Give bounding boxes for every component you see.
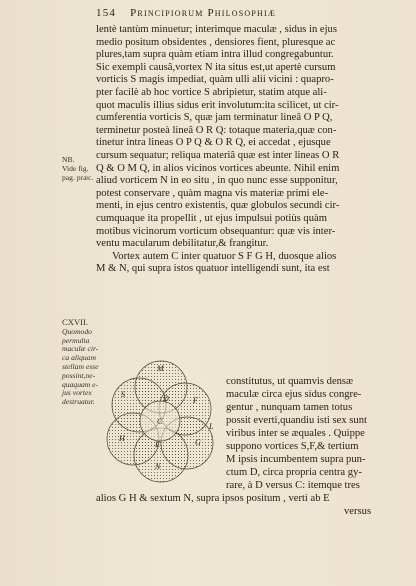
note-line: jus vortex <box>62 388 92 398</box>
figure-label: D <box>163 394 169 403</box>
main-text <box>96 24 392 276</box>
text-line: constitutus, ut quamvis densæ <box>226 376 354 387</box>
note-line: Vide fig. <box>62 163 89 173</box>
note-line: quaquam e- <box>62 379 99 389</box>
text-line: gentur , nunquam tamen totus <box>226 402 353 413</box>
text-line: plures,tam supra quàm etiam intra illud congregabuntur. <box>96 49 334 61</box>
figure-label: L <box>209 422 214 431</box>
text-line: maculæ circa ejus sidus congre- <box>226 389 362 400</box>
figure-label: H <box>119 434 125 443</box>
note-line: possint,ne- <box>62 370 96 380</box>
text-line: Q & O M Q, in alios vicinos vortices abeunte. Nihil enim <box>96 162 340 174</box>
text-line: ventu macularum debilitatur,& frangitur. <box>96 238 269 250</box>
text-line: lentè tantùm minuetur; interimque maculæ , sidus in ejus <box>96 24 337 35</box>
figure-label: S <box>121 390 125 399</box>
margin-note-nb <box>62 156 93 182</box>
note-line: NB. <box>62 155 75 164</box>
text-line: terminetur posteà lineâ O R Q: totaque materia,quæ con- <box>96 124 337 136</box>
text-line: aliud vorticem N in eo situ , in quo nunc esse supponitur, <box>96 175 338 187</box>
text-line: ctum D, circa propria centra gy- <box>226 467 362 478</box>
text-line: cumquaque ita propellit , ut ejus impulsui potiùs quàm <box>96 212 327 224</box>
section-number: CXVII. <box>62 317 89 327</box>
text-line: Vortex autem C inter quatuor S F G H, duosque alios <box>112 250 337 262</box>
text-line: cumferentia vorticis S, quæ jam terminatur lineâ O P Q, <box>96 112 333 124</box>
text-line: viribus inter se æquales . Quippe <box>226 428 365 439</box>
note-line: permulta <box>62 335 90 345</box>
vortex-figure <box>93 357 223 487</box>
note-line: ca aliquam <box>62 353 96 363</box>
figure-label: C <box>157 417 163 426</box>
note-line: pag. præc. <box>62 172 94 182</box>
text-line: alios G H & sextum N, supra ipsos positum , verti ab E <box>96 493 330 504</box>
text-line: quot maculis illius sidus erit involutum:ita scilicet, ut cir- <box>96 99 339 111</box>
running-title: Principiorum Philosophiæ <box>130 7 277 19</box>
text-line: rare, à D versus C: itemque tres <box>226 480 360 491</box>
text-line: motibus vicinorum vorticum obsequantur: quæ vis inter- <box>96 225 336 237</box>
text-line: potest conservare , quàm magna vis materiæ primi ele- <box>96 187 329 199</box>
note-line: stellam esse <box>62 361 99 371</box>
text-line: vorticis S magis impediat, quàm ulli alii vicini : quapro- <box>96 74 334 86</box>
margin-note-cxvii <box>62 317 99 407</box>
text-line: M ipsis incumbentem supra pun- <box>226 454 366 465</box>
text-line: M & N, qui supra istos quatuor intelligendi sunt, ita est <box>96 263 330 275</box>
vortex-diagram <box>93 357 223 487</box>
text-line: tinetur intra lineas O P Q & O R Q, ei accedat , ejusque <box>96 137 331 149</box>
page-header <box>96 7 396 19</box>
note-line: maculæ cir- <box>62 344 99 354</box>
figure-label: F <box>193 396 198 405</box>
text-line: Sic exempli causâ,vortex N ita situs est,ut apertè cursum <box>96 61 336 73</box>
figure-label: G <box>195 438 201 447</box>
note-line: destruatur. <box>62 397 95 407</box>
text-line: suppono vortices S,F,& tertium <box>226 441 359 452</box>
text-line: possit everti,quandiu isti sex sunt <box>226 415 367 426</box>
figure-label: N <box>155 462 161 471</box>
text-line: menti, in ejus centro existentis, quæ globulos secundi cir- <box>96 200 340 212</box>
note-line: Quomodo <box>62 326 92 336</box>
figure-label: M <box>157 364 164 373</box>
text-line: cursum sequatur; reliqua materiâ quæ est inter lineas O R <box>96 149 340 161</box>
text-line: pter facilè ab hoc vortice S abripietur, statim atque ali- <box>96 86 327 98</box>
catchword: versus <box>344 506 372 517</box>
page-number: 154 <box>96 7 117 19</box>
text-line: medio positum obsidentes , densiores fient, pluresque ac <box>96 36 336 48</box>
figure-label: E <box>155 440 160 449</box>
